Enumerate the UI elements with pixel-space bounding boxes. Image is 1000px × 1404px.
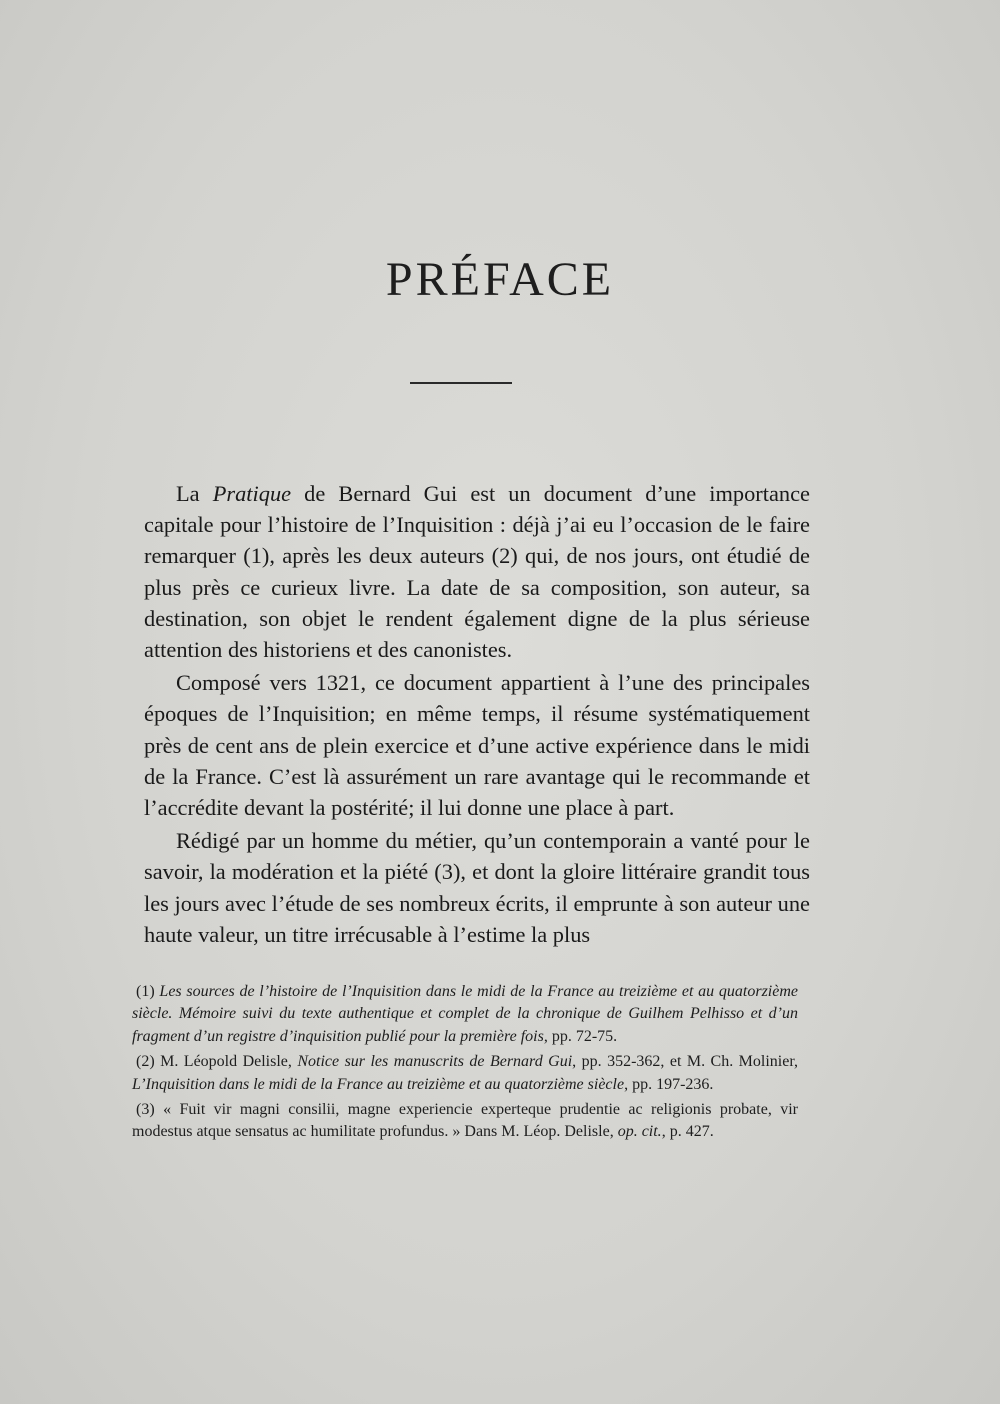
paragraph-1 <box>144 478 810 665</box>
footnote-3-citation: op. cit. <box>617 1123 662 1141</box>
footnote-3-pages: , p. 427. <box>661 1123 714 1141</box>
footnote-2-author: M. Léopold Delisle, <box>160 1053 298 1071</box>
paragraph-1-italic: Pratique <box>212 481 292 506</box>
footnote-1-title: Les sources de l’histoire de l’Inquisition dans le midi de la France au treizième et au quatorzième siècle. Mémoire suivi du texte authentique et complet de la chronique de Guilhem Pelhisso et d’un fragment d’un registre d’inquisition publié pour la première fois <box>132 983 799 1045</box>
footnote-2-pages: , pp. 197-236. <box>624 1075 714 1093</box>
title-divider <box>410 382 512 384</box>
footnote-3 <box>132 1099 798 1144</box>
paragraph-2: Composé vers 1321, ce document appartient à l’une des principales époques de l’Inquisition; en même temps, il résume systématiquement près de cent ans de plein exercice et d’une active expérience dans le midi de la France. C’est là assurément un rare avantage qui le recommande et l’accrédite devant la postérité; il lui donne une place à part. <box>144 670 810 821</box>
footnote-1 <box>132 981 798 1048</box>
footnote-2-title-2: L’Inquisition dans le midi de la France au treizième et au quatorzième siècle <box>132 1075 625 1093</box>
footnote-2-number: (2) <box>136 1053 161 1071</box>
footnote-2 <box>132 1051 798 1096</box>
footnote-2-title: Notice sur les manuscrits de Bernard Gui <box>297 1053 573 1071</box>
page-title: PRÉFACE <box>385 253 615 306</box>
footnote-3-number: (3) <box>136 1101 164 1119</box>
body-text <box>144 478 810 950</box>
paragraph-3: Rédigé par un homme du métier, qu’un contemporain a vanté pour le savoir, la modération et la piété (3), et dont la gloire littéraire grandit tous les jours avec l’étude de ses nombreux écrits, il emprunte à son auteur une haute valeur, un titre irrécusable à l’estime la plus <box>144 828 810 947</box>
footnote-2-middle: , pp. 352-362, et M. Ch. Molinier, <box>572 1053 799 1071</box>
footnote-3-quote: « Fuit vir magni consilii, magne experiencie experteque prudentie ac religionis probate, vir modestus atque sensatus ac humilitate profundus. » Dans M. Léop. Delisle, <box>132 1101 799 1141</box>
footnote-1-number: (1) <box>136 983 160 1000</box>
footnote-1-pages: , pp. 72-75. <box>543 1027 618 1045</box>
paragraph-1-text: de Bernard Gui est un document d’une importance capitale pour l’histoire de l’Inquisition : déjà j’ai eu l’occasion de le faire remarquer (1), après les deux auteurs (2) qui, de nos jours, ont étudié de plus près ce curieux livre. La date de sa composition, son auteur, sa destination, son objet le rendent également digne de la plus sérieuse attention des historiens et des canonistes. <box>144 481 810 663</box>
paragraph-1-intro: La <box>176 481 213 506</box>
footnotes <box>132 981 798 1147</box>
